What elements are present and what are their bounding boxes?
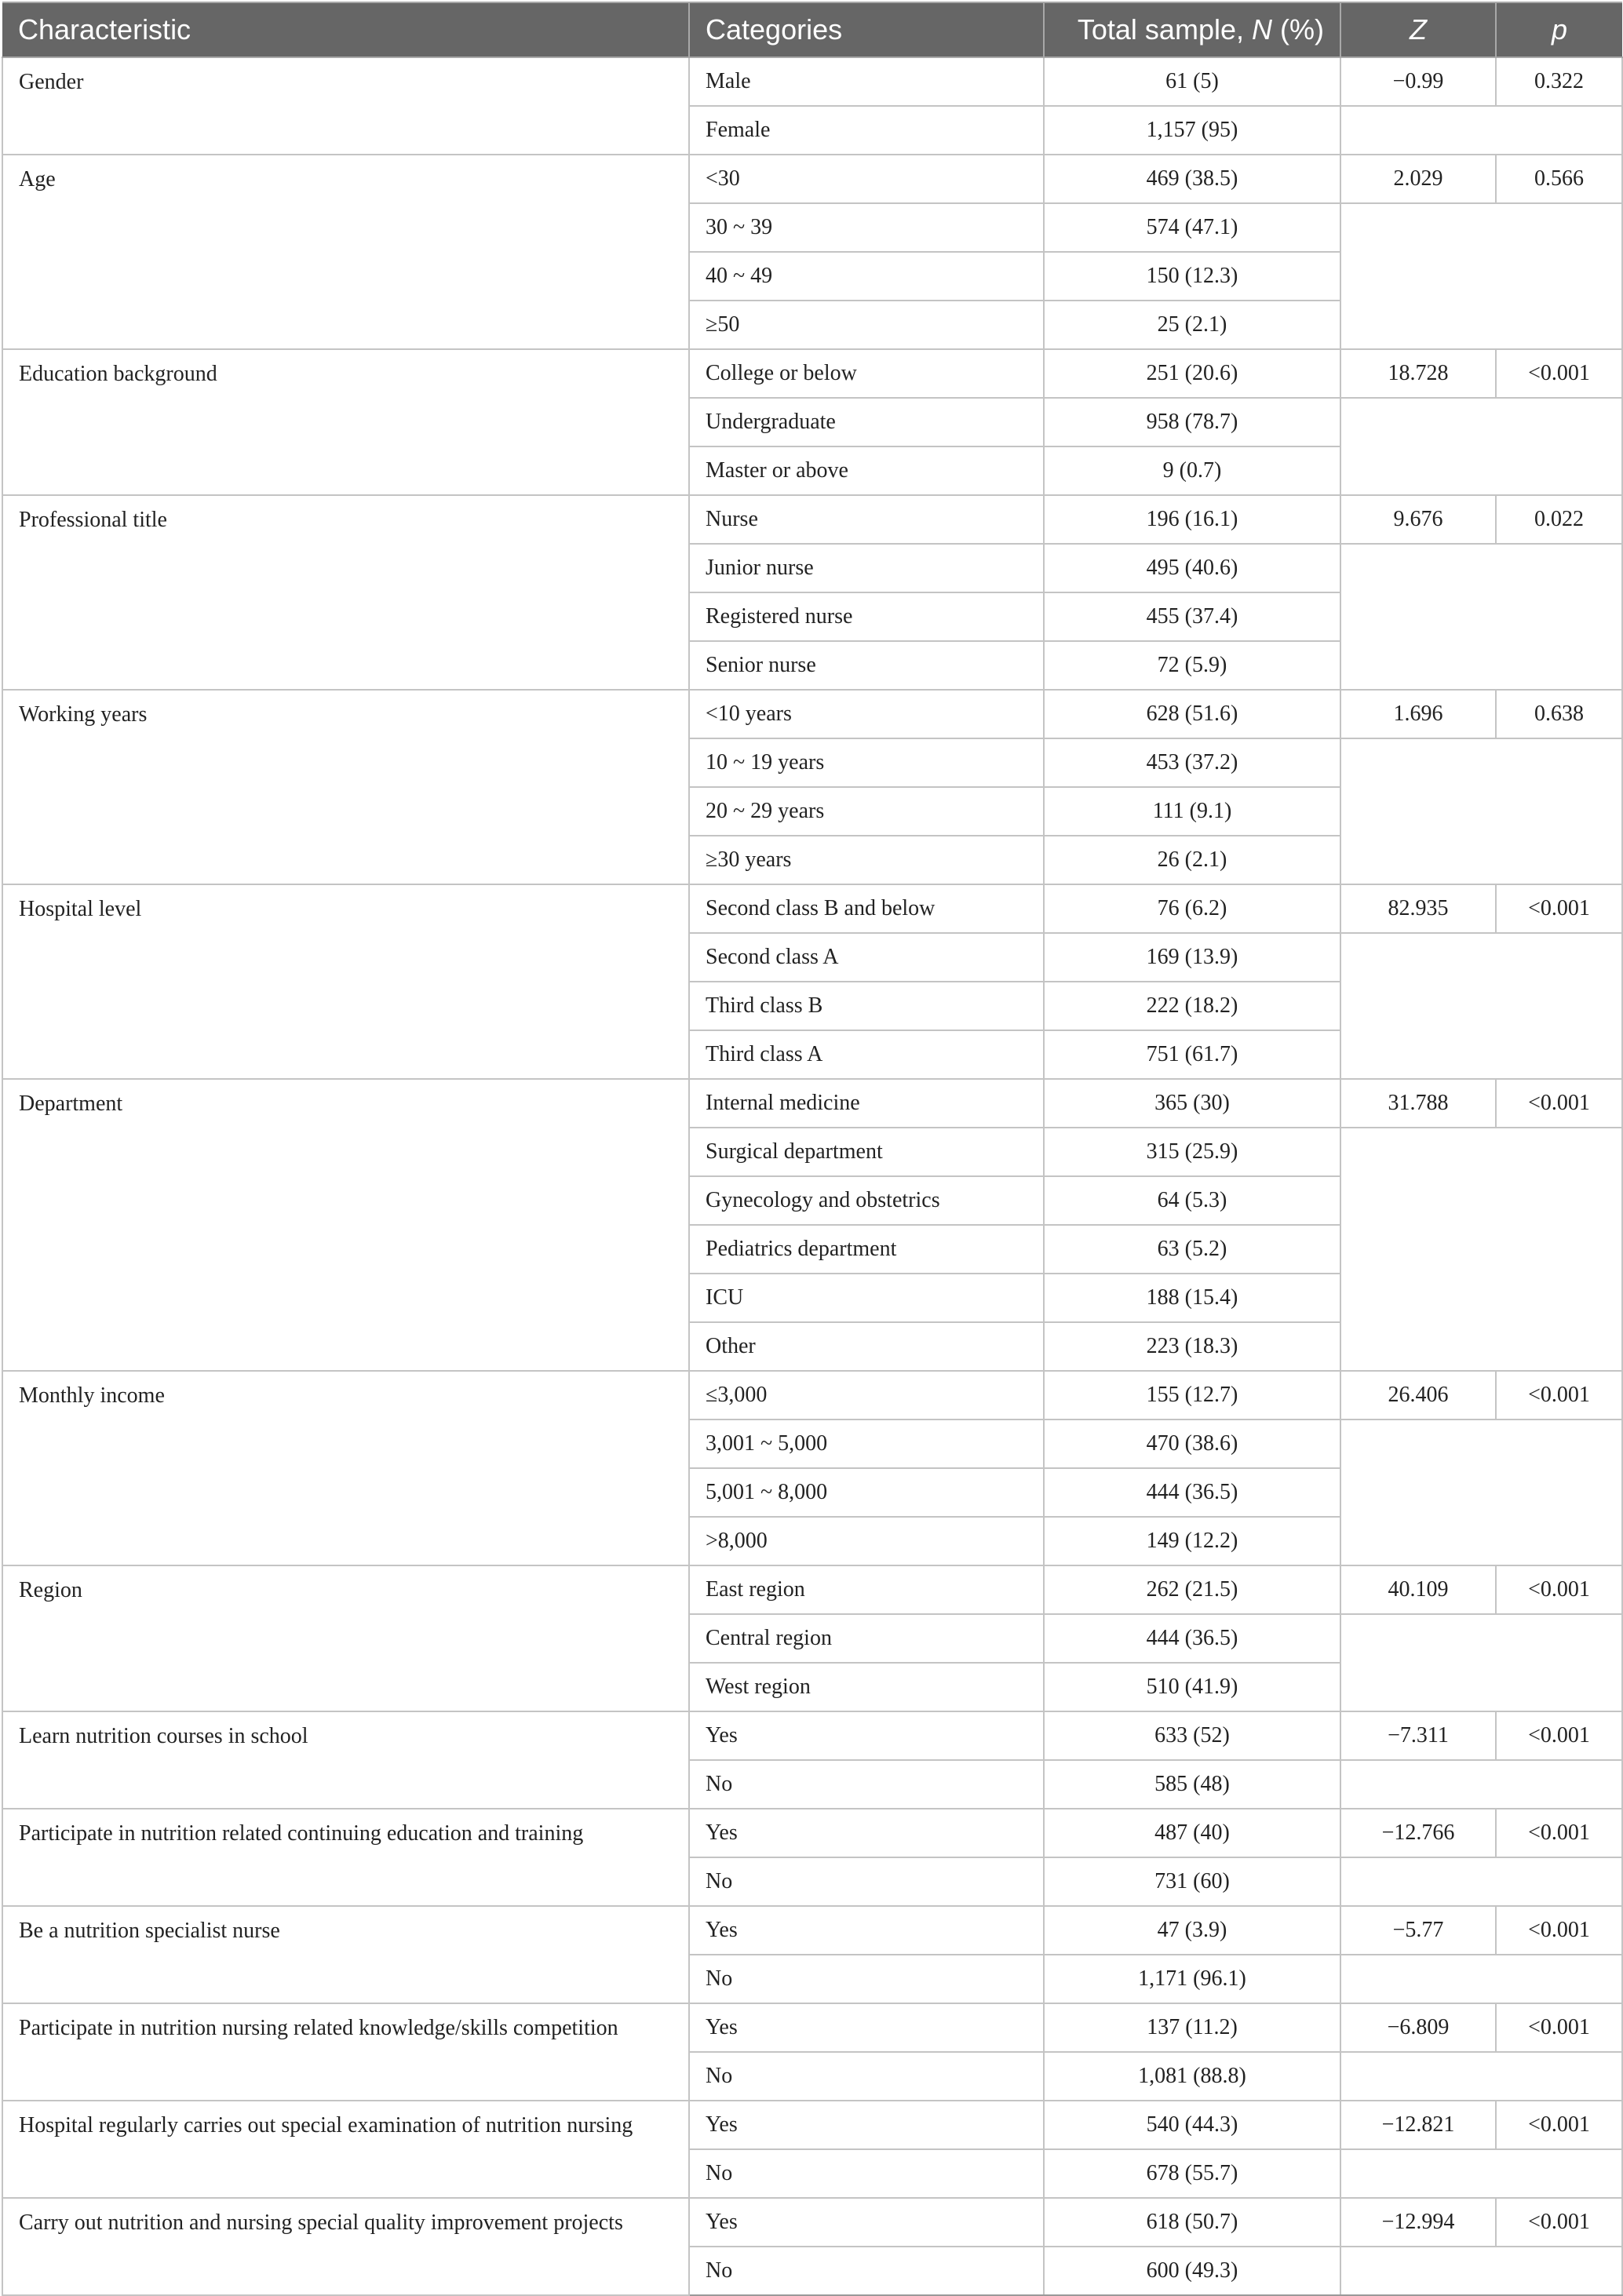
p-value-cell: <0.001: [1496, 1809, 1622, 1857]
category-cell: ICU: [689, 1274, 1044, 1322]
p-value-cell: <0.001: [1496, 1906, 1622, 1955]
header-row: [2, 2, 1622, 57]
z-value-cell: −12.766: [1340, 1809, 1496, 1857]
p-value-cell: <0.001: [1496, 349, 1622, 398]
total-sample-cell: 1,171 (96.1): [1044, 1955, 1340, 2003]
total-sample-cell: 26 (2.1): [1044, 836, 1340, 884]
header-z: Z: [1340, 2, 1496, 57]
total-sample-cell: 585 (48): [1044, 1760, 1340, 1809]
category-cell: ≥30 years: [689, 836, 1044, 884]
category-cell: Undergraduate: [689, 398, 1044, 446]
characteristic-cell: Monthly income: [2, 1371, 689, 1565]
category-cell: Nurse: [689, 495, 1044, 544]
category-cell: 5,001 ~ 8,000: [689, 1468, 1044, 1517]
p-value-cell: <0.001: [1496, 1079, 1622, 1128]
total-sample-cell: 76 (6.2): [1044, 884, 1340, 933]
total-sample-cell: 495 (40.6): [1044, 544, 1340, 592]
header-p: p: [1496, 2, 1622, 57]
category-cell: Gynecology and obstetrics: [689, 1176, 1044, 1225]
total-sample-cell: 469 (38.5): [1044, 155, 1340, 203]
table-row: [2, 2101, 1622, 2149]
p-value-cell: 0.638: [1496, 690, 1622, 738]
category-cell: East region: [689, 1565, 1044, 1614]
category-cell: No: [689, 2052, 1044, 2101]
total-sample-cell: 540 (44.3): [1044, 2101, 1340, 2149]
category-cell: Senior nurse: [689, 641, 1044, 690]
total-sample-cell: 169 (13.9): [1044, 933, 1340, 982]
total-sample-cell: 61 (5): [1044, 57, 1340, 106]
category-cell: Yes: [689, 1809, 1044, 1857]
characteristic-cell: Region: [2, 1565, 689, 1711]
category-cell: 40 ~ 49: [689, 252, 1044, 301]
total-sample-cell: 155 (12.7): [1044, 1371, 1340, 1420]
category-cell: Third class A: [689, 1030, 1044, 1079]
category-cell: Male: [689, 57, 1044, 106]
category-cell: Third class B: [689, 982, 1044, 1030]
characteristic-cell: Participate in nutrition nursing related knowledge/skills competition: [2, 2003, 689, 2101]
category-cell: >8,000: [689, 1517, 1044, 1565]
category-cell: 10 ~ 19 years: [689, 738, 1044, 787]
total-sample-cell: 150 (12.3): [1044, 252, 1340, 301]
category-cell: Yes: [689, 1711, 1044, 1760]
category-cell: Internal medicine: [689, 1079, 1044, 1128]
z-value-cell: −12.994: [1340, 2198, 1496, 2247]
total-sample-cell: 574 (47.1): [1044, 203, 1340, 252]
characteristic-cell: Gender: [2, 57, 689, 155]
statistic-blank-cell: [1340, 1420, 1622, 1565]
z-value-cell: 18.728: [1340, 349, 1496, 398]
statistic-blank-cell: [1340, 1614, 1622, 1711]
p-value-cell: <0.001: [1496, 1371, 1622, 1420]
total-sample-cell: 628 (51.6): [1044, 690, 1340, 738]
total-sample-cell: 1,081 (88.8): [1044, 2052, 1340, 2101]
characteristic-cell: Professional title: [2, 495, 689, 690]
category-cell: Second class B and below: [689, 884, 1044, 933]
characteristic-cell: Participate in nutrition related continuing education and training: [2, 1809, 689, 1906]
header-total-suffix: (%): [1272, 13, 1324, 46]
category-cell: Yes: [689, 2101, 1044, 2149]
category-cell: College or below: [689, 349, 1044, 398]
category-cell: Surgical department: [689, 1128, 1044, 1176]
category-cell: ≤3,000: [689, 1371, 1044, 1420]
z-value-cell: 1.696: [1340, 690, 1496, 738]
total-sample-cell: 444 (36.5): [1044, 1468, 1340, 1517]
statistic-blank-cell: [1340, 106, 1622, 155]
p-value-cell: <0.001: [1496, 1711, 1622, 1760]
category-cell: ≥50: [689, 301, 1044, 349]
total-sample-cell: 455 (37.4): [1044, 592, 1340, 641]
category-cell: Female: [689, 106, 1044, 155]
total-sample-cell: 149 (12.2): [1044, 1517, 1340, 1565]
category-cell: No: [689, 1857, 1044, 1906]
characteristic-cell: Learn nutrition courses in school: [2, 1711, 689, 1809]
table-row: [2, 495, 1622, 544]
total-sample-cell: 365 (30): [1044, 1079, 1340, 1128]
table-row: [2, 2003, 1622, 2052]
category-cell: 3,001 ~ 5,000: [689, 1420, 1044, 1468]
characteristic-cell: Education background: [2, 349, 689, 495]
category-cell: Junior nurse: [689, 544, 1044, 592]
total-sample-cell: 188 (15.4): [1044, 1274, 1340, 1322]
p-value-cell: 0.322: [1496, 57, 1622, 106]
total-sample-cell: 262 (21.5): [1044, 1565, 1340, 1614]
z-value-cell: −0.99: [1340, 57, 1496, 106]
category-cell: Pediatrics department: [689, 1225, 1044, 1274]
p-value-cell: <0.001: [1496, 1565, 1622, 1614]
category-cell: Registered nurse: [689, 592, 1044, 641]
characteristic-cell: Hospital level: [2, 884, 689, 1079]
category-cell: Yes: [689, 2198, 1044, 2247]
total-sample-cell: 751 (61.7): [1044, 1030, 1340, 1079]
total-sample-cell: 444 (36.5): [1044, 1614, 1340, 1663]
z-value-cell: 40.109: [1340, 1565, 1496, 1614]
category-cell: No: [689, 1760, 1044, 1809]
statistic-blank-cell: [1340, 1955, 1622, 2003]
category-cell: Yes: [689, 1906, 1044, 1955]
total-sample-cell: 453 (37.2): [1044, 738, 1340, 787]
total-sample-cell: 633 (52): [1044, 1711, 1340, 1760]
statistic-blank-cell: [1340, 1128, 1622, 1371]
characteristic-cell: Carry out nutrition and nursing special quality improvement projects: [2, 2198, 689, 2295]
z-value-cell: −5.77: [1340, 1906, 1496, 1955]
header-characteristic: Characteristic: [2, 2, 689, 57]
characteristic-cell: Hospital regularly carries out special examination of nutrition nursing: [2, 2101, 689, 2198]
characteristic-cell: Working years: [2, 690, 689, 884]
statistic-blank-cell: [1340, 398, 1622, 495]
characteristic-cell: Be a nutrition specialist nurse: [2, 1906, 689, 2003]
total-sample-cell: 510 (41.9): [1044, 1663, 1340, 1711]
total-sample-cell: 137 (11.2): [1044, 2003, 1340, 2052]
table-row: [2, 1371, 1622, 1420]
statistic-blank-cell: [1340, 2052, 1622, 2101]
z-value-cell: 2.029: [1340, 155, 1496, 203]
category-cell: 20 ~ 29 years: [689, 787, 1044, 836]
total-sample-cell: 618 (50.7): [1044, 2198, 1340, 2247]
total-sample-cell: 251 (20.6): [1044, 349, 1340, 398]
p-value-cell: <0.001: [1496, 2198, 1622, 2247]
characteristic-cell: Department: [2, 1079, 689, 1371]
p-value-cell: 0.566: [1496, 155, 1622, 203]
category-cell: Second class A: [689, 933, 1044, 982]
category-cell: Central region: [689, 1614, 1044, 1663]
table-body: [2, 57, 1622, 2295]
p-value-cell: 0.022: [1496, 495, 1622, 544]
table-row: [2, 1711, 1622, 1760]
header-total-prefix: Total sample,: [1077, 13, 1252, 46]
total-sample-cell: 72 (5.9): [1044, 641, 1340, 690]
total-sample-cell: 470 (38.6): [1044, 1420, 1340, 1468]
total-sample-cell: 678 (55.7): [1044, 2149, 1340, 2198]
total-sample-cell: 111 (9.1): [1044, 787, 1340, 836]
z-value-cell: 82.935: [1340, 884, 1496, 933]
total-sample-cell: 958 (78.7): [1044, 398, 1340, 446]
table-row: [2, 1565, 1622, 1614]
table-row: [2, 1809, 1622, 1857]
total-sample-cell: 315 (25.9): [1044, 1128, 1340, 1176]
category-cell: Yes: [689, 2003, 1044, 2052]
table-row: [2, 884, 1622, 933]
table-row: [2, 349, 1622, 398]
category-cell: Other: [689, 1322, 1044, 1371]
category-cell: <30: [689, 155, 1044, 203]
total-sample-cell: 9 (0.7): [1044, 446, 1340, 495]
table-row: [2, 1079, 1622, 1128]
total-sample-cell: 731 (60): [1044, 1857, 1340, 1906]
category-cell: Master or above: [689, 446, 1044, 495]
category-cell: 30 ~ 39: [689, 203, 1044, 252]
table-row: [2, 1906, 1622, 1955]
statistic-blank-cell: [1340, 1857, 1622, 1906]
total-sample-cell: 64 (5.3): [1044, 1176, 1340, 1225]
characteristic-cell: Age: [2, 155, 689, 349]
total-sample-cell: 487 (40): [1044, 1809, 1340, 1857]
table-row: [2, 155, 1622, 203]
z-value-cell: −12.821: [1340, 2101, 1496, 2149]
characteristics-table: [2, 2, 1623, 2296]
statistic-blank-cell: [1340, 544, 1622, 690]
statistic-blank-cell: [1340, 203, 1622, 349]
category-cell: West region: [689, 1663, 1044, 1711]
total-sample-cell: 196 (16.1): [1044, 495, 1340, 544]
category-cell: No: [689, 2247, 1044, 2295]
z-value-cell: −7.311: [1340, 1711, 1496, 1760]
z-value-cell: 26.406: [1340, 1371, 1496, 1420]
header-categories: Categories: [689, 2, 1044, 57]
category-cell: No: [689, 2149, 1044, 2198]
statistic-blank-cell: [1340, 933, 1622, 1079]
statistic-blank-cell: [1340, 2149, 1622, 2198]
total-sample-cell: 222 (18.2): [1044, 982, 1340, 1030]
total-sample-cell: 1,157 (95): [1044, 106, 1340, 155]
z-value-cell: −6.809: [1340, 2003, 1496, 2052]
statistic-blank-cell: [1340, 1760, 1622, 1809]
total-sample-cell: 223 (18.3): [1044, 1322, 1340, 1371]
p-value-cell: <0.001: [1496, 884, 1622, 933]
table-row: [2, 57, 1622, 106]
statistic-blank-cell: [1340, 2247, 1622, 2295]
category-cell: <10 years: [689, 690, 1044, 738]
header-total-n: N: [1252, 13, 1272, 46]
total-sample-cell: 63 (5.2): [1044, 1225, 1340, 1274]
header-total-sample: [1044, 2, 1340, 57]
p-value-cell: <0.001: [1496, 2101, 1622, 2149]
category-cell: No: [689, 1955, 1044, 2003]
total-sample-cell: 47 (3.9): [1044, 1906, 1340, 1955]
z-value-cell: 9.676: [1340, 495, 1496, 544]
z-value-cell: 31.788: [1340, 1079, 1496, 1128]
total-sample-cell: 600 (49.3): [1044, 2247, 1340, 2295]
statistic-blank-cell: [1340, 738, 1622, 884]
table-row: [2, 690, 1622, 738]
p-value-cell: <0.001: [1496, 2003, 1622, 2052]
table-row: [2, 2198, 1622, 2247]
total-sample-cell: 25 (2.1): [1044, 301, 1340, 349]
